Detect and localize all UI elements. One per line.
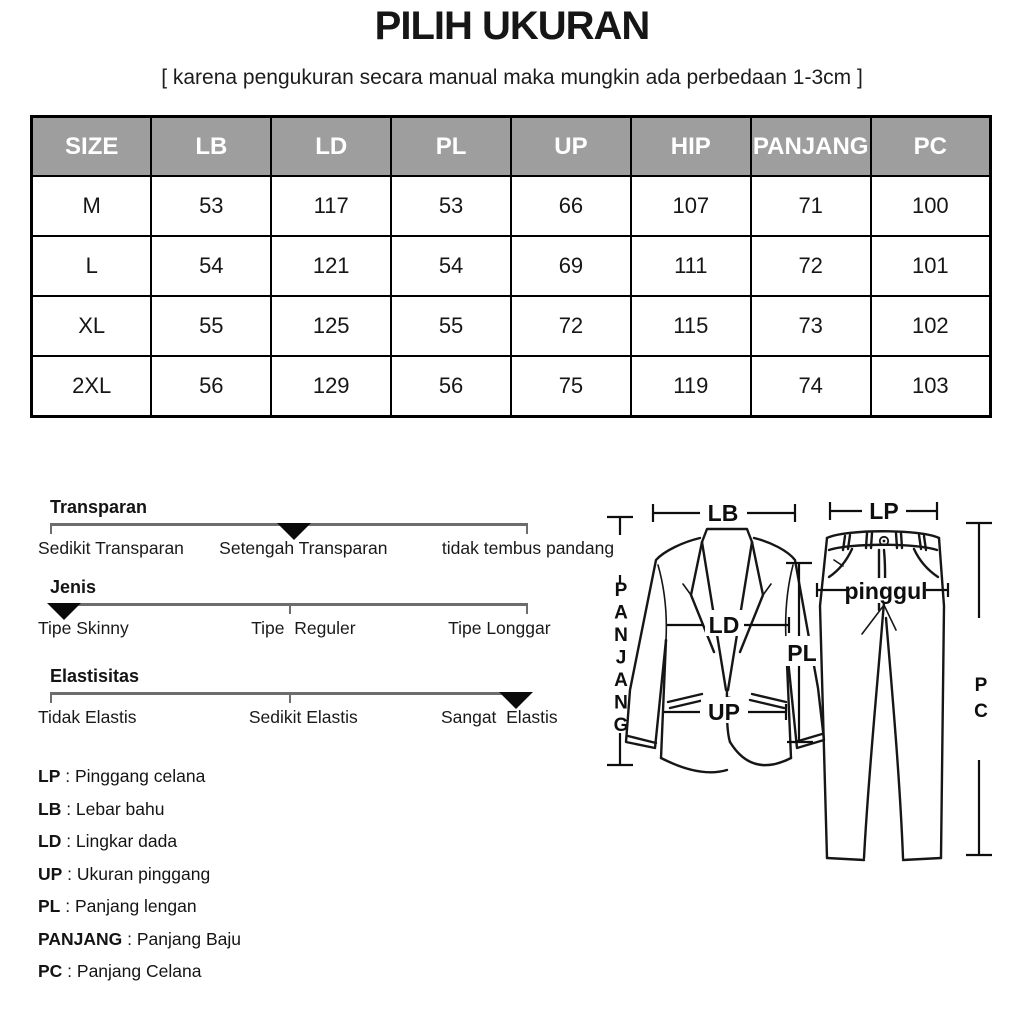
measurement-diagram (598, 478, 1024, 920)
panjang-letter: A (614, 670, 628, 691)
scale-line (50, 523, 528, 526)
cell: M (32, 176, 152, 236)
cell: XL (32, 296, 152, 356)
table-row-m (32, 176, 991, 236)
scale-option: Sedikit Transparan (38, 538, 184, 558)
cell: 69 (511, 236, 631, 296)
legend-abbr: LB (38, 798, 62, 819)
cell: 53 (151, 176, 271, 236)
cell: 72 (511, 296, 631, 356)
header-cell-hip: HIP (631, 117, 751, 177)
scale-option: tidak tembus pandang (441, 538, 615, 558)
legend-item-panjang (38, 923, 241, 956)
legend-desc: : Lebar bahu (61, 798, 165, 819)
page-subtitle: [ karena pengukuran secara manual maka mungkin ada perbedaan 1-3cm ] (161, 66, 863, 89)
pc-bracket (966, 523, 992, 855)
cell: L (32, 236, 152, 296)
legend-abbr: PC (38, 961, 63, 981)
lb-label: LB (707, 500, 739, 526)
scale-tick (50, 523, 52, 534)
panjang-bracket (607, 517, 633, 765)
cell: 115 (631, 296, 751, 356)
up-measure (664, 697, 786, 725)
legend-abbr: PL (38, 896, 61, 916)
header-cell-lb: LB (151, 117, 271, 177)
panjang-letter: P (614, 580, 628, 601)
legend-desc: : Panjang lengan (60, 896, 197, 916)
scale-title: Jenis (50, 577, 97, 597)
cell: 121 (271, 236, 391, 296)
ld-measure (667, 610, 789, 638)
scale-title: Elastisitas (50, 666, 140, 686)
cell: 71 (751, 176, 871, 236)
pc-letter: P (974, 675, 988, 696)
legend-desc: : Lingkar dada (61, 831, 178, 851)
cell: 54 (151, 236, 271, 296)
table-row-2xl (32, 356, 991, 417)
cell: 111 (631, 236, 751, 296)
up-label: UP (708, 699, 740, 725)
scale-title: Transparan (50, 497, 148, 517)
legend-abbr: PANJANG (38, 928, 123, 949)
cell: 102 (871, 296, 991, 356)
lb-bracket (653, 500, 795, 526)
panjang-letter: G (613, 715, 629, 736)
cell: 56 (391, 356, 511, 417)
cell: 56 (151, 356, 271, 417)
scale-tick (50, 692, 52, 703)
legend-item-pl (38, 890, 241, 923)
legend-abbr: LP (38, 766, 61, 786)
size-table (30, 115, 992, 418)
cell: 2XL (32, 356, 152, 417)
legend-abbr: UP (38, 863, 63, 884)
legend-item-lb (38, 793, 241, 826)
scale-option: Tipe Longgar (448, 618, 551, 638)
table-row-l (32, 236, 991, 296)
legend-desc: : Pinggang celana (60, 766, 206, 786)
pinggul-label: pinggul (844, 578, 928, 604)
scale-option: Sangat Elastis (440, 707, 558, 727)
legend-desc: : Panjang Celana (62, 961, 202, 981)
panjang-letter: N (614, 692, 628, 714)
cell: 103 (871, 356, 991, 417)
lp-label: LP (869, 498, 899, 524)
header-cell-panjang: PANJANG (751, 117, 871, 177)
page-title: PILIH UKURAN (374, 4, 650, 48)
cell: 72 (751, 236, 871, 296)
cell: 74 (751, 356, 871, 417)
cell: 100 (871, 176, 991, 236)
cell: 119 (631, 356, 751, 417)
cell: 125 (271, 296, 391, 356)
panjang-letter: A (614, 602, 628, 624)
scale-tick (289, 692, 291, 703)
header-cell-up: UP (511, 117, 631, 177)
scale-line (50, 692, 528, 695)
ld-label: LD (708, 612, 740, 638)
legend-desc: : Panjang Baju (122, 928, 241, 949)
scale-option: Tipe Reguler (251, 618, 356, 638)
header-cell-pc: PC (871, 117, 991, 177)
scale-option: Tipe Skinny (38, 618, 129, 638)
cell: 55 (391, 296, 511, 356)
cell: 101 (871, 236, 991, 296)
attribute-scale-jenis (38, 577, 551, 644)
lp-bracket (830, 498, 937, 524)
legend-abbr: LD (38, 831, 62, 851)
cell: 73 (751, 296, 871, 356)
panjang-letter: N (614, 625, 628, 646)
scale-tick (289, 603, 291, 614)
legend-item-lp (38, 760, 241, 793)
cell: 53 (391, 176, 511, 236)
pc-letter: C (974, 701, 988, 722)
panjang-letter: J (615, 647, 627, 669)
cell: 66 (511, 176, 631, 236)
attribute-scale-transparan (38, 497, 615, 564)
header-cell-size: SIZE (32, 117, 152, 177)
legend-item-pc (38, 955, 241, 988)
legend-item-up (38, 858, 241, 891)
legend-desc: : Ukuran pinggang (62, 863, 211, 884)
pl-label: PL (787, 640, 817, 666)
header-cell-ld: LD (271, 117, 391, 177)
cell: 107 (631, 176, 751, 236)
scale-line (50, 603, 528, 606)
attribute-scale-elastisitas (38, 666, 558, 733)
cell: 54 (391, 236, 511, 296)
cell: 55 (151, 296, 271, 356)
size-table-header (32, 117, 991, 177)
abbreviation-legend (38, 760, 241, 988)
attribute-scales (38, 497, 638, 733)
scale-option: Tidak Elastis (38, 707, 137, 727)
cell: 75 (511, 356, 631, 417)
cell: 129 (271, 356, 391, 417)
scale-tick (526, 523, 528, 534)
cell: 117 (271, 176, 391, 236)
scale-option: Sedikit Elastis (248, 707, 358, 727)
scale-option: Setengah Transparan (219, 538, 388, 558)
table-row-xl (32, 296, 991, 356)
legend-item-ld (38, 825, 241, 858)
header-cell-pl: PL (391, 117, 511, 177)
scale-tick (526, 603, 528, 614)
